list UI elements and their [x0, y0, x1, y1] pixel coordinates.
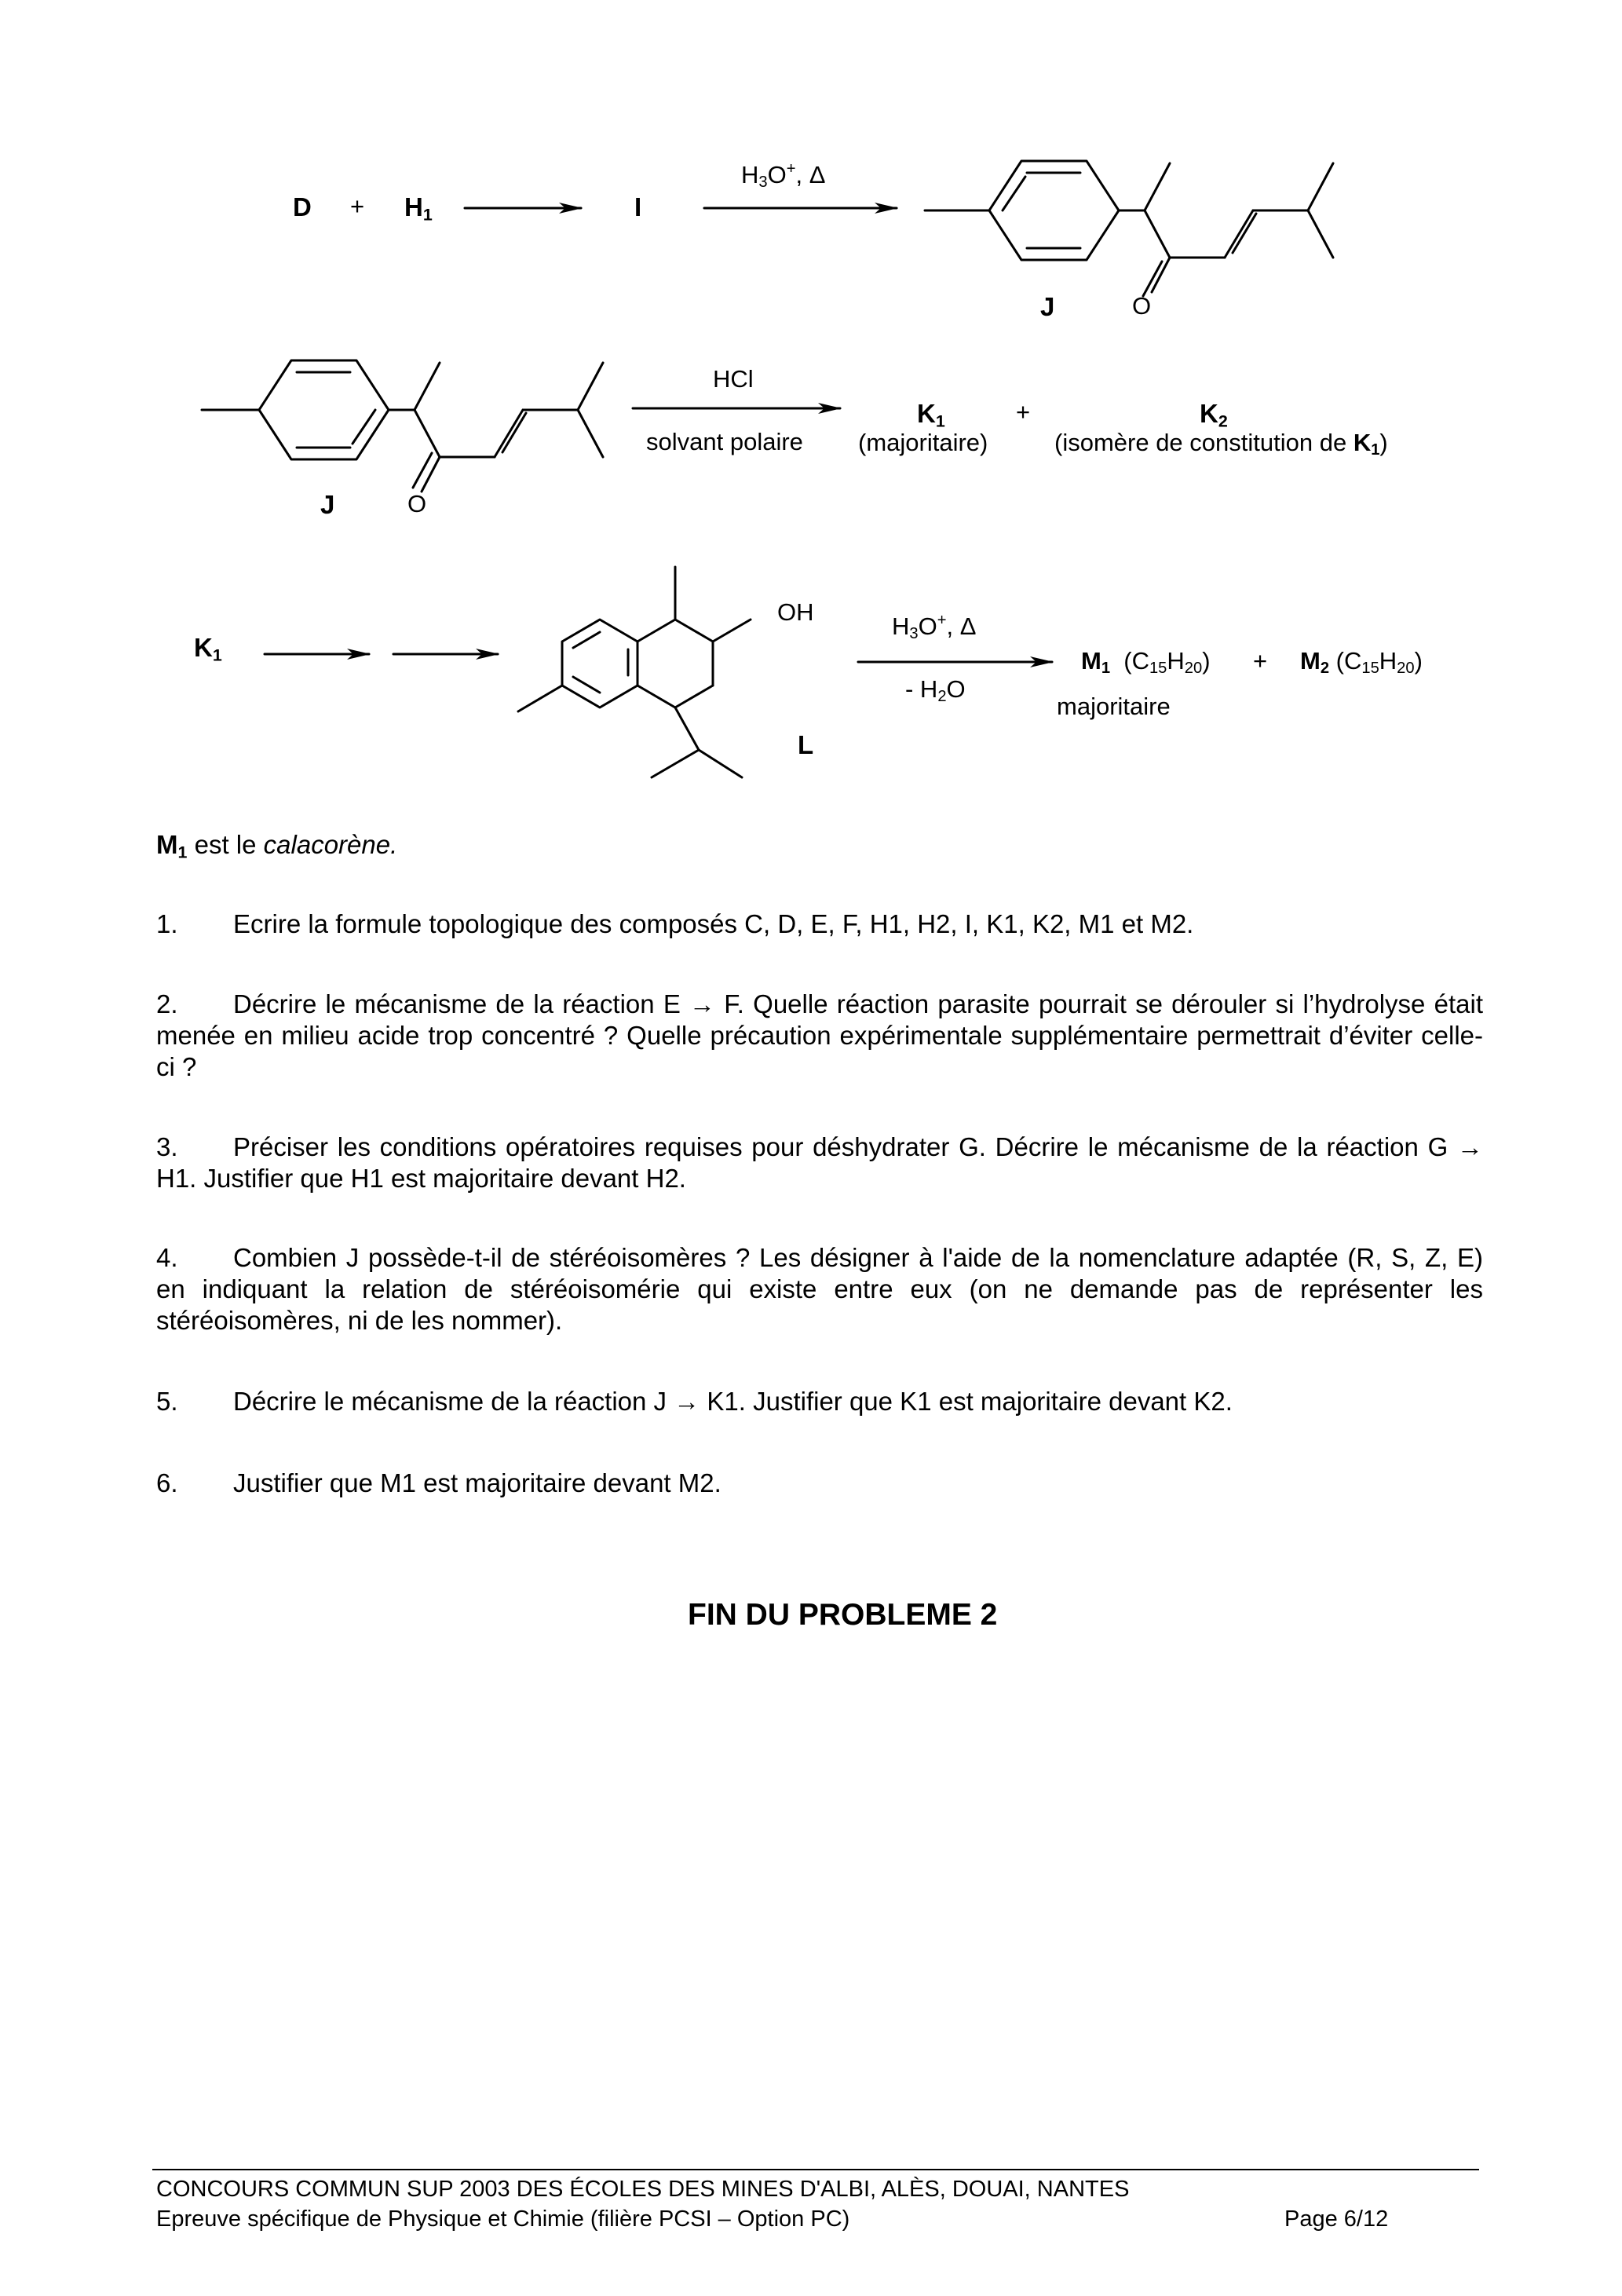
label-isomere: (isomère de constitution de $K_1$) [1054, 429, 1388, 459]
label-d: D [293, 192, 312, 221]
question-2: 2. Décrire le mécanisme de la réaction E → F. Quelle réaction parasite pourrait se dérouler si l’hydrolyse était menée en milieu acide trop concentré ? Quelle précaution expérimentale supplémentaire permettrait d’éviter celle-ci ? [156, 989, 1483, 1081]
label-k1: $K_1$ [917, 399, 945, 431]
footer-line-2: Epreuve spécifique de Physique et Chimie (filière PCSI – Option PC) [156, 2206, 850, 2232]
label-oh: OH [777, 598, 814, 626]
label-h1: $H_1$ [404, 192, 433, 225]
question-6: 6. Justifier que M1 est majoritaire devant M2. [156, 1468, 721, 1497]
condition-h3o-delta-2: $H_3O^+$, Δ [892, 611, 977, 643]
footer-line-1: CONCOURS COMMUN SUP 2003 DES ÉCOLES DES MINES D'ALBI, ALÈS, DOUAI, NANTES [156, 2177, 1130, 2202]
solvent-label: solvant polaire [646, 428, 803, 455]
question-1: 1. Ecrire la formule topologique des composés C, D, E, F, H1, H2, I, K1, K2, M1 et M2. [156, 909, 1194, 938]
label-j-middle: J [320, 490, 335, 519]
label-plus-2: + [1016, 398, 1031, 426]
label-m1-formula: $M_1$ $(C_{15}H_{20})$ [1081, 647, 1211, 678]
m1-is-calacorene: $M_1$ est le calacorène. [156, 830, 398, 862]
label-o-top: O [1132, 292, 1152, 320]
footer-rule [152, 2169, 1479, 2170]
label-k1-start: $K_1$ [194, 633, 222, 665]
label-k2: $K_2$ [1200, 399, 1228, 431]
label-plus-3: + [1253, 647, 1268, 675]
condition-h3o-delta-1: $H_3O^+$, Δ [741, 159, 826, 192]
reagent-hcl: HCl [713, 365, 754, 393]
label-l: L [798, 730, 814, 759]
label-o-middle: O [407, 490, 427, 517]
condition-minus-water: - $H_2O$ [905, 675, 966, 706]
question-4: 4. Combien J possède-t-il de stéréoisomères ? Les désigner à l'aide de la nomenclature adaptée (R, S, Z, E) en indiquant la relation de stéréoisomérie qui existe entre eux (on ne demande pas de représenter les stéréoisomères, ni de les nommer). [156, 1243, 1483, 1335]
label-j-top: J [1040, 292, 1055, 321]
label-majoritaire-m1: majoritaire [1057, 693, 1171, 720]
footer-page-number: Page 6/12 [1284, 2206, 1389, 2232]
label-plus-1: + [350, 192, 365, 220]
end-title: FIN DU PROBLEME 2 [688, 1598, 998, 1632]
molecule-l-drawing [0, 0, 1622, 848]
question-5: 5. Décrire le mécanisme de la réaction J → K1. Justifier que K1 est majoritaire devant K2. [156, 1387, 1233, 1416]
label-m2-formula: $M_2$ $(C_{15}H_{20})$ [1300, 647, 1423, 678]
question-3: 3. Préciser les conditions opératoires requises pour déshydrater G. Décrire le mécanisme de la réaction G → H1. Justifier que H1 est majoritaire devant H2. [156, 1132, 1483, 1193]
label-majoritaire-k1: (majoritaire) [858, 429, 988, 456]
label-i: I [634, 192, 642, 221]
